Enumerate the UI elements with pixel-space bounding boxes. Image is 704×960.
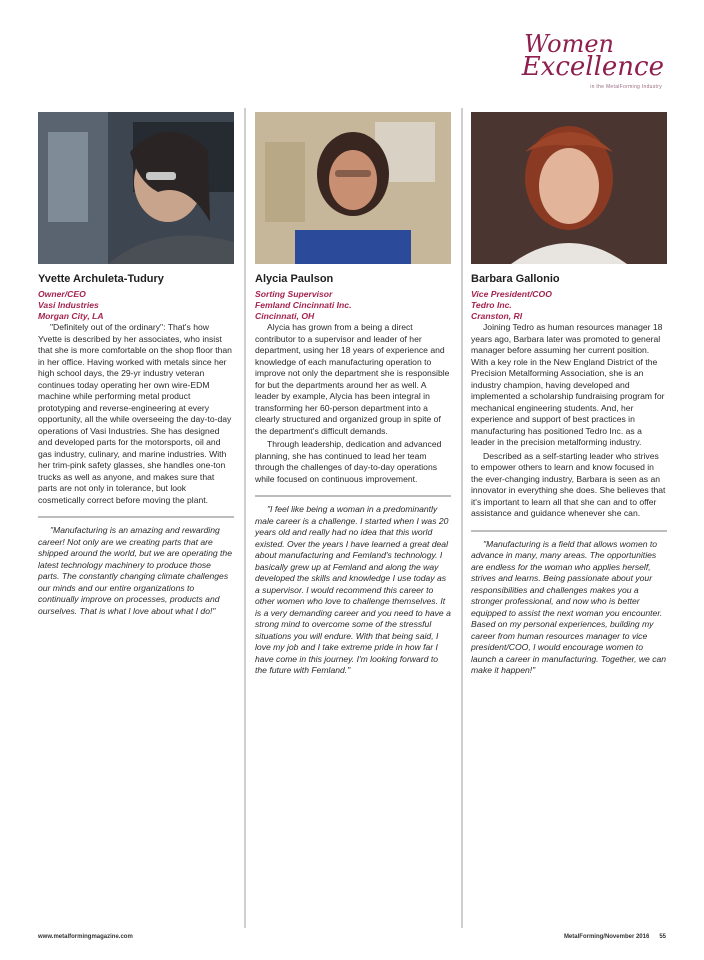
body-paragraph: Alycia has grown from a being a direct contributor to a supervisor and leader of her department, using her 18 years of experience and knowledge of each manufacturing operation to improve not only the department she is responsible for but the departments around her as well. A leader by example, Alycia has been integral in transforming her 60-person department into a clearly structured and organized group in spite of the department's difficult demands. bbox=[255, 322, 450, 436]
column-divider bbox=[244, 108, 246, 928]
profile-body bbox=[471, 322, 667, 520]
footer-issue bbox=[564, 934, 666, 940]
logo-tagline: in the MetalForming Industry bbox=[590, 84, 662, 90]
profile-company: Tedro Inc. bbox=[471, 300, 512, 310]
footer-website: www.metalformingmagazine.com bbox=[38, 934, 133, 940]
profile-column bbox=[471, 112, 667, 677]
body-paragraph: Through leadership, dedication and advanced planning, she has continued to lead her team through the challenges of day-to-day operations while focused on continuous improvement. bbox=[255, 439, 442, 484]
body-paragraph: Joining Tedro as human resources manager 18 years ago, Barbara later was promoted to general manager before assuming her current position. With a key role in the New England District of the Precision Metalforming Association, she is an industry champion, having developed and implemented a scholarship fundraising program for mechanical engineering students. And, her experience and support of best practices in manufacturing has positioned Tedro Inc. as a leader in the precision metalforming industry. bbox=[471, 322, 665, 447]
portrait-photo bbox=[255, 112, 451, 264]
footer-issue-label: MetalForming/November 2016 bbox=[563, 934, 650, 940]
pull-quote: "Manufacturing is a field that allows women to advance in many, many areas. The opportunities are endless for the woman who applies herself, strives and learns. Being passionate about your responsibilities and challenges makes you a stronger professional, and now who is better equipped to assist the next woman you encounter. Based on my personal experiences, building my career from human resources manager to vice president/COO, I would encourage women to launch a career in manufacturing. Together, we can make it happen!" bbox=[471, 530, 667, 677]
profile-title: Owner/CEO bbox=[38, 289, 86, 299]
profile-location: Morgan City, LA bbox=[38, 311, 104, 321]
profile-title: Sorting Supervisor bbox=[255, 289, 333, 299]
profile-column bbox=[255, 112, 451, 677]
logo-line1: Women bbox=[524, 30, 614, 58]
profile-body bbox=[38, 322, 234, 506]
body-paragraph: "Definitely out of the ordinary": That's how Yvette is described by her associates, who insist that she is more comfortable on the shop floor than in her office. Having worked with metals since her high school days, the 29-yr industry veteran continues today operating her own wire-EDM machine while performing metal product prototyping and reverse-engineering at every opportunity, all the while overseeing the day-to-day operations of Vasi Industries. She has designed and developed parts for the motorsports, oil and gas industry, culinary, and marine industries. With her trim-pink safety glasses, she handles one-ton trucks as well as anyone, and makes sure that parts are not only in tolerance, but look cosmetically correct before moving the plant. bbox=[38, 322, 232, 505]
profile-name: Barbara Gallonio bbox=[471, 273, 560, 285]
profile-name: Yvette Archuleta-Tudury bbox=[38, 273, 164, 285]
profile-company: Femland Cincinnati Inc. bbox=[255, 300, 352, 310]
column-divider bbox=[461, 108, 463, 928]
profile-location: Cranston, RI bbox=[471, 311, 523, 321]
profile-location: Cincinnati, OH bbox=[255, 311, 315, 321]
profile-company: Vasi Industries bbox=[38, 300, 99, 310]
profile-name: Alycia Paulson bbox=[255, 273, 334, 285]
women-of-excellence-logo bbox=[521, 30, 666, 92]
pull-quote: "Manufacturing is an amazing and rewarding career! Not only are we creating parts that are shipped around the world, but we are operating the latest technology machinery to produce those parts. The constantly changing climate challenges our minds and our entire organizations to continually improve on processes, products and ourselves. That is what I love about what I do!" bbox=[38, 516, 234, 617]
profile-column bbox=[38, 112, 234, 617]
profile-body bbox=[255, 322, 451, 485]
page-number: 55 bbox=[659, 934, 666, 940]
body-paragraph: Described as a self-starting leader who strives to empower others to learn and know focused in the ever-changing industry, Barbara is seen as an innovator in everything she does. She believes that it's important to learn all that she can and to offer assistance and guidance whenever she can. bbox=[471, 450, 666, 518]
portrait-photo bbox=[471, 112, 667, 264]
pull-quote: "I feel like being a woman in a predominantly male career is a challenge. I started when I was 20 years old and really had no idea that this world existed. Over the years I have learned a great deal about manufacturing and Femland's technology. I basically grew up at Femland and along the way developed the skills and knowledge I use today as a supervisor. I would recommend this career to other women who love to challenge themselves. It is a very demanding career and you need to have a strong mind to overcome some of the stressful situations you will endure. With that being said, I love my job and I take extreme pride in how far I have come in this journey. I'm looking forward to the future with Femland." bbox=[255, 495, 451, 677]
profile-title: Vice President/COO bbox=[471, 289, 552, 299]
portrait-photo bbox=[38, 112, 234, 264]
logo-line2: Excellence bbox=[521, 52, 664, 82]
